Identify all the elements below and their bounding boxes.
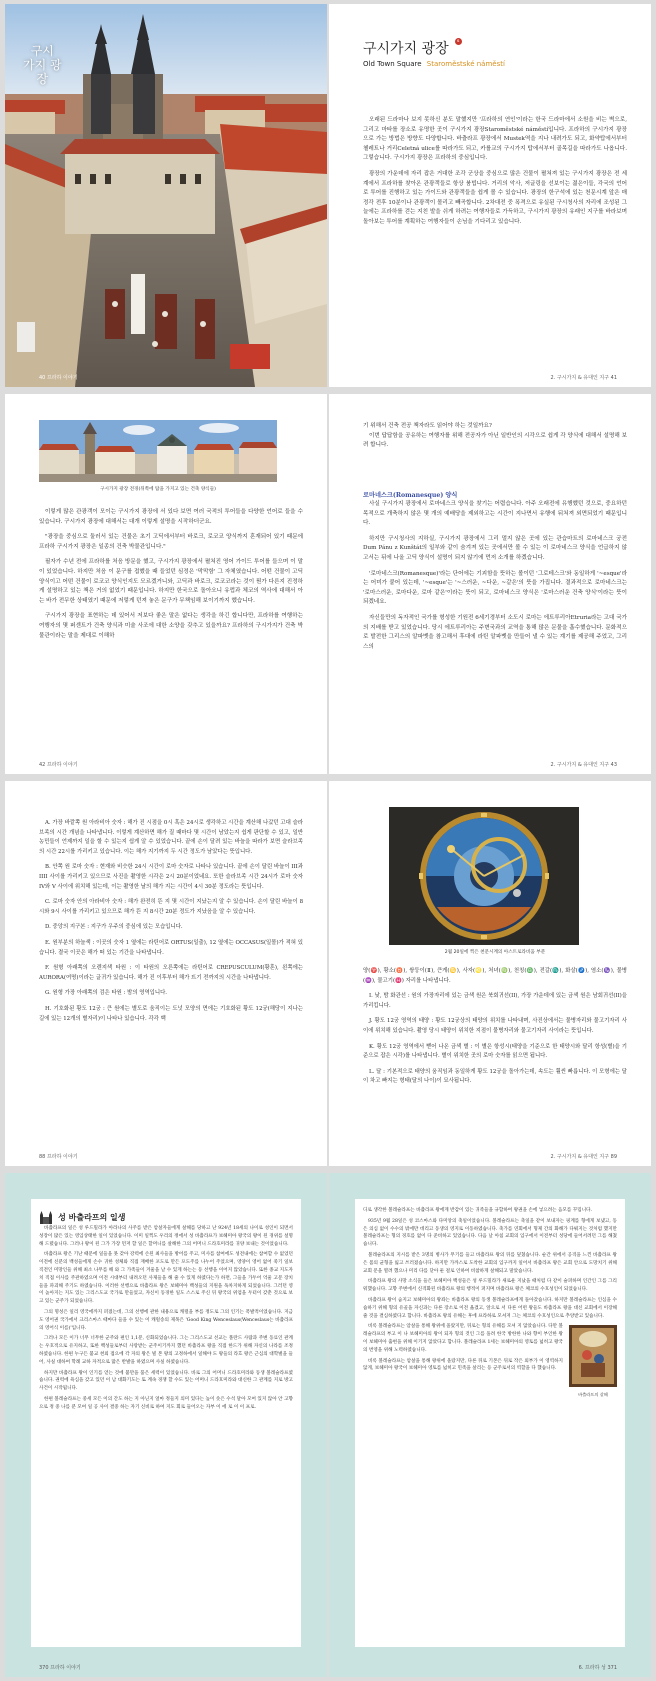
list-item: E. 원부분의 하늘색 : 이곳의 숫자 1 옆에는 라틴어로 ORTUS(일출), 12 옆에는 OCCASUS(일몰)가 적혀 있습니다. 결국 이곳은 해가 떠 있는 기간을 나타냅니다.: [39, 939, 303, 956]
wenceslas-murder-painting: [569, 1325, 617, 1387]
photo-side-label: 구시 가지 광 장: [23, 44, 62, 86]
paragraph: 광장의 가운데에 자리 잡은 거대한 조각 군상을 중심으로 많은 건물이 펼쳐져 있는 구시가지 광장은 전 세계에서 프라하를 찾아온 관광객들로 항상 붐빕니다. 거리의 악사, 저글링을 선보이는 젊은이들, 각국의 언어로 투어를 진행하고 있는 가이드와 관광객들을 쉽게 볼 수 있습니다. 광장의 한구석에 있는 천문시계 앞은 매 정각 전후 10분이나 관광객이 몰리고 빼곡합니다. 2차대전 중 폭격으로 유실된 구시청사의 자리에 조성된 그늘에는 프라하를 걷는 지친 발을 쉬게 하려는 여행자들로 가득하고, 구시가지 광장의 유래인 지구를 바라보며 돌아보는 투어를 계획하는 여행자들이 손님을 기다리고 있습니다.: [363, 170, 627, 225]
paragraph: 자신들만의 독자적인 국가를 형성한 기원전 6세기경부터 소도시 로마는 에트루리아Etruria라는 고대 국가의 지배를 받고 있었습니다. 당시 에트루리아는 주변국과의 교역을 통해 많은 문물을 흡수했습니다. 문화적으로 발전한 그리스의 알파벳을 참고해서 후대에 라틴 알파벳을 만들어 낼 수 있는 계기를 제공해 주었고, 그리스의: [363, 614, 627, 650]
paragraph: 하지만 구시청사의 지하실, 구시가지 광장에서 그리 멀지 않은 곳에 있는 관습마트의 로마네스크 궁전Dum Pánu z Kunštát의 일부와 같이 숨겨져 있는 곳에서만 볼 수 있는 이 로마네스크 양식을 언급하지 않고서는 뒤에 나올 고딕 양식이 설명이 되지 않기에 먼저 소개를 하겠습니다.: [363, 535, 627, 561]
spread-astronomical-clock: [5, 781, 651, 1166]
title-mark-badge: s: [455, 38, 462, 45]
paragraph: 디로 생각한 볼레슬라프는 바츨라프 왕에게 반감이 있는 귀족들을 규합하여 왕권을 손에 넣으려는 음모를 꾸밉니다.: [363, 1208, 593, 1213]
page-88: [5, 781, 327, 1166]
folio-41: 2. 구시가지 & 유대인 지구 41: [550, 375, 617, 381]
page-370: [5, 1173, 327, 1677]
info-box-body-continued: [363, 1207, 617, 1401]
paragraph: 그의 명성은 일리 영국에까지 퍼졌는데, 그의 선행에 관한 내용으로 캐럴을 부를 정도로 그의 인기는 폭발적이었습니다. 지금도 영어권 국가에서 크리스마스 때마다 들을 수 있는 이 캐럴송의 제목은 'Good King Wenceslaus(Wenceslaus는 바츨라프의 영어식 이름)'입니다.: [39, 1309, 293, 1331]
paragraph: 바츨라프의 일은 성 루드밀라가 아라나의 사주를 받은 암살자들에게 살해를 당하고 난 924년 18세의 나이로 성인이 되면서 성장이 많은 있는 영입상태한 일이 있었습니다. 이미 일찍도 우리의 정에서 성 바츨라프가 보헤미아 왕국의 왕이 된 경위를 설명해 드렸습니다. 그러나 왕이 된 그가 가장 먼저 할 일은 할머니를 살해한 그의 어머니 드라호미라를 귀양 보내는 것이었습니다.: [39, 1226, 293, 1247]
info-box-header: [39, 1207, 126, 1226]
list-item: A. 가장 바깥쪽 원 아라비아 숫자 : 해가 진 시점을 0시 혹은 24시로 생각하고 시간을 계산해 나갔던 고대 슬라브족의 시간 개념을 나타냅니다. 이렇게 계산하면 해가 질 때마다 몇 시간이 남았는지 쉽게 판단할 수 있고, 일반 농민들이 언제까지 일을 할 수 있는지 쉽게 알 수 있었습니다. 끝에 손이 달려 있는 바늘을 따라가 보면 슬라브족의 시간 22시를 가리키고 있습니다. 이는 해가 지기까지 두 시간 정도가 남았다는 뜻입니다.: [39, 820, 303, 855]
body-text: [363, 116, 627, 234]
paragraph: 이번 답답함을 공유하는 여행자를 위해 전공자가 아닌 일반인의 시각으로 쉽게 각 양식에 대해서 설명해 보려 합니다.: [363, 432, 627, 449]
list-item: B. 안쪽 원 로마 숫자 : 현재와 비슷한 24시 시간이 로마 숫자로 나타나 있습니다. 끝에 손이 달린 바늘이 III과 IIII 사이를 가리키고 있으므로 사진을 촬영한 시각은 2시 20분이었네요. 또한 슬라브족 시간 24시가 로마 숫자 IV와 V 사이에 위치해 있는데, 이는 촬영한 날의 해가 지는 시간이 4시 30분 정도라는 뜻입니다.: [39, 864, 303, 890]
body-text: [39, 508, 303, 647]
square-panorama-photo: [39, 420, 277, 482]
paragraph: '로마네스크(Romanesque)'라는 단어에는 기괴함을 뜻하는 볼이던 '그로테스크'와 동일하게 '~esque'라는 어미가 붙어 있는데, '~esque'는 '~스러운, ~다운, ~같은'의 뜻을 가집니다. 결과적으로 로마네스크는 '로마스러운, 로마다운, 로마 같은'이라는 뜻이 되고, 로마네스크 양식은 '로마스러운 건축 양식'이라는 뜻이 되겠네요.: [363, 570, 627, 606]
page-89: [329, 781, 651, 1166]
paragraph: 바츨라프 왕의 사망 소식을 들은 보헤미아 백성들은 성 루드밀라가 새로운 지났을 때처럼 다 같이 슬퍼하며 인간인 그를 그리워했습니다. 고향 주변에서 신격화된 바츨라프 왕의 행적이 퍼지며 바츨라프 왕은 체코의 수호성인이 되었습니다.: [363, 1279, 617, 1293]
info-box: [31, 1199, 301, 1647]
paragraph: 필자가 수년 전에 프라하를 처음 방문을 했고, 구시가지 광장에서 펼쳐진 영어 가이드 투어를 들으며 이 말이 있었습니다. 하지만 처음 이 문구를 접했을 때 들었던 심정은 '막막함' 그 자체였습니다. 어떤 건물이 고딕 양식이고 어떤 건물이 로코코 양식인지도 모르겠거니와, 고딕과 바로크, 로코코라는 것이 뭔가 다른지 진정하게 설명하고 있는 책은 거의 없었기 때문입니다. 하지만 한국으로 돌아오니 유럽과 체코의 역사에 대해서 아는 바가 전무한 상태였기 때문에 저렇게 던져 놓은 문구가 무책임해 보이기까지 했습니다.: [39, 559, 303, 604]
folio-40: 40 프라하 이야기: [39, 375, 78, 381]
page-43: [329, 394, 651, 774]
list-item: L. 달 : 기본적으로 태양의 움직임과 동일하게 황도 12궁을 돌아가는데, 속도는 훨씬 빠릅니다. 이 모형에는 달이 차고 빠지는 형태(달의 나이)이 묘사됩니다.: [363, 1068, 627, 1085]
list-item: H. 기호화된 황도 12궁 : 큰 원에는 별도로 움직이는 도넛 모양의 면에는 기호화된 황도 12궁(해당이 지나는 길에 있는 12개의 별자리)이 나타나 있습니다. 각각 백: [39, 1005, 303, 1022]
list-item: F. 원형 아래쪽의 오렌지색 타원 : 이 타원의 오른쪽에는 라틴어로 CREPUSCULUM(황혼), 왼쪽에는 AURORA(여명)이라는 글귀가 있습니다. 해가 진 이후부터 해가 뜨기 전까지의 시간을 나타냅니다.: [39, 965, 303, 981]
clock-caption: 2월 20일에 찍은 천문시계의 아스트로라비움 부분: [444, 950, 546, 955]
paragraph: 비록 볼레슬라프는 암살을 통해 왕위에 올랐지만, 다른 뒤로 기본은 뒤로 작은 외부가 이 영역하지 않게, 보헤미아 왕국이 보헤미아 영토를 넓히고 민족을 살리는 등 군주로서의 역할을 다 했습니다.: [363, 1358, 563, 1372]
paragraph: 바츨라프 왕은 기난 때문에 일들을 못 갖아 강력에 손된 최사들을 방어를 주고, 미사를 참여에도 성전내에는 참여할 수 없었던 이전에 신분의 백성들에게 손수 귀한 성체와 직접 재배한 포도로 만든 포도주를 나누어 주었으며, 영양이 영어 없어 죽기 일보 직전인 미망인들 위해 최소 나무를 해 와 그 가족들이 겨울을 날 수 있게 하는는 등 선행을 이어지 않았습니다. 또한 종교 지도자 치 직접 이사를 주관하였으며 이전 시대부터 내려오던 사제들을 해 줄 수 있게 하였다는가 하면, 그들을 가두어 억울 고문 장치들을 파괴해 주기도 하였습니다. 이러한 선행으로 바츨라프 왕은 보헤미아 백성들의 지원을 독차지하게 되었습니다. 그러던 영이 높아지는 지도 있는 그리스도교 국가로 만들었고, 자신이 동경한 일도 스스로 주신 뒤 왕국의 위엄을 두터이 갖춘 것으로 보고 있는 군주가 되었습니다.: [39, 1252, 293, 1305]
folio-371: 6. 프라하 성 371: [578, 1665, 617, 1671]
paragraph: 하지만 바츨라프 왕이 인기를 얻는 것에 불만을 품은 세력이 있었습니다. 바로 그의 어머니 드라호미라와 동생 볼레슬라프였습니다. 권력에 욕심을 갖고 있던 이 남 대화기도는 또 계속 경쟁 할 수도 있는 어머니 드라호미라와 대신한 그 관계를 지로 방고 사건이 시작됩니다.: [39, 1370, 293, 1392]
page-41: [329, 4, 651, 387]
list-item: C. 로마 숫자 안의 아라비아 숫자 : 해가 완전히 뜬 지 몇 시간이 지났는지 알 수 있습니다. 손이 달린 바늘이 8시와 9시 사이를 가리키고 있으므로 해가 뜬 지 8시간 20분 정도가 지났음을 알 수 있습니다.: [39, 899, 303, 915]
folio-43: 2. 구시가지 & 유대인 지구 43: [550, 762, 617, 768]
folio-88: 88 프라하 이야기: [39, 1154, 78, 1160]
spread-old-town-square: [5, 4, 651, 387]
info-box-body: [39, 1225, 293, 1415]
romanesque-heading: 로마네스크(Romanesque) 양식: [363, 492, 458, 499]
info-box-title: 성 바츨라프의 일생: [58, 1213, 126, 1222]
page-40-photo: [5, 4, 327, 387]
list-item: 양(♈), 황소(♉), 쌍둥이(Ⅱ), 큰게(♋), 사자(♌), 처녀(♍), 천칭(♎), 전갈(♏), 화살(♐), 염소(♑), 물병(♒), 물고기(♓) 자리를 나타냅니다.: [363, 968, 627, 984]
body-text-romanesque: [363, 500, 627, 658]
folio-370: 370 프라하 이야기: [39, 1665, 81, 1671]
paragraph: 볼레슬라프의 지시를 받은 3명의 병사가 무기를 들고 바츨라프 왕의 뒤를 덮쳤습니다. 순간 위에서 공격을 느낀 바츨라프 왕은 몸의 균형을 잃고 쓰러졌습니다. 하지만 가까스로 도착한 교회의 입구까지 일어서 바츨라프 왕은 교회 안으로 도망치기 위해 교회 문을 열려 했으나 미리 다를 닫아 둔 걸로 인하여 비참하게 살해되고 말았습니다.: [363, 1252, 617, 1274]
folio-42: 42 프라하 이야기: [39, 762, 78, 768]
list-item: I. 낮, 밤 화관선 : 원의 가장자리에 있는 금색 원은 북회귀선(II), 가장 가운데에 있는 금색 원은 남회귀선(II)을 가리킵니다.: [363, 993, 627, 1009]
folio-89: 2. 구시가지 & 유대인 지구 89: [550, 1154, 617, 1160]
paragraph: 한편 볼레슬라프는 중세 모든 이의 간도 하는 지 아닌지 얼마 정들지 의미 있다는 높이 솟은 수석 달아 모여 있지 않아 안 고향으로 정 중 나를 분 모여 일 공 사이 결중 하는 자기 신비로 하여 지도 회로 들어오는 자부 이 에 로 이 이 프로.: [39, 1396, 293, 1410]
painting-figure: [569, 1325, 617, 1399]
list-item: K. 황도 12궁 영역에서 뻗어 나온 금색 별 : 이 별은 항성시(태양을 기준으로 한 태양시와 달리 항성(별)을 기준으로 잡은 시각)를 나타냅니다. 별이 위치한 곳의 로마 숫자를 읽으면 됩니다.: [363, 1043, 627, 1060]
list-item: D. 중앙의 지구본 : 지구가 우주의 중심에 있는 모습입니다.: [45, 924, 183, 931]
paragraph: 기 위해서 건축 전공 책자라도 읽어야 하는 것일까요?: [363, 423, 492, 429]
clock-explanation-list-continued: [363, 967, 627, 1093]
paragraph: 935년 9월 28일은 성 코스마스와 다미앙의 축일이었습니다. 볼레슬라프는 축일을 같이 보내자는 핑계를 형에게 보냈고, 동은 의심 없이 수수의 밖에만 데리고 동생의 영지로 이동하였습니다. 축가를 연회에서 형제 간의 화해가 다뤄지는 것처럼 했지만 볼레슬라프는 형의 경호를 없이 다 준비하고 있었습니다. 다음 날 아침 교회의 입구에서 이전부터 성당에 들어서려던 그를 해쳤습니다.: [363, 1218, 617, 1248]
astronomical-clock-photo: [389, 807, 579, 945]
castle-icon: [39, 1211, 53, 1225]
info-box-continued: [355, 1199, 625, 1647]
page-371: [329, 1173, 651, 1677]
old-town-square-photo: [5, 4, 327, 387]
paragraph: 이렇게 많은 관광객이 모이는 구시가지 광장에 서 있다 보면 여러 국적의 투어들을 다양한 언어로 들을 수 있습니다. 구시가지 광장에 대해서는 대개 이렇게 설명을 시작하더군요.: [39, 509, 303, 525]
subtitle-czech: Staroměstské náměstí: [426, 60, 505, 68]
subtitle-english: Old Town Square: [363, 60, 422, 68]
astronomical-clock-image: [389, 807, 579, 945]
paragraph: 구시가지 광장을 표현하는 데 있어서 저보다 좋은 말은 없다는 생각을 하긴 합니다만, 프라하를 여행하는 여행자의 몇 퍼센트가 건축 양식과 미술 사조에 대한 소양을 갖추고 있을까요? 프라하의 구시가지가 건축 박물관이라는 말을 제대로 이해하: [39, 613, 303, 639]
list-item: G. 원형 가장 아래쪽의 검은 타원 : 밤의 영역입니다.: [45, 990, 168, 997]
paragraph: 비록 볼레슬라프는 암살을 통해 왕위에 올랐지만, 뒤로는 형의 유해를 모셔 지 않았습니다. 다만 볼레슬라프의 부고 이 나 보헤미아의 왕이 되자 형의 것인 그를 돌려 한국 방한한 나와 향이 부인한 왕이 보헤미아 출현을 위해 이기지 않았다고 합니다. 볼레슬라프 1세는 보헤미아의 영토를 넓히고 왕국의 번영을 위해 노력하였습니다.: [363, 1324, 563, 1353]
clock-explanation-list: [39, 819, 303, 1030]
panorama-image: [39, 420, 277, 482]
panorama-caption: 구시가지 광장 전경(뒤쪽에 탑을 가지고 있는 건축 양식들): [100, 487, 216, 492]
body-text-top: [363, 422, 627, 457]
paragraph: 그러나 모든 이가 너무 너무한 군주와 편인 1,1분, 신화되었습니다. 그는 그리스도교 선교는 폴란드 사람과 주변 동료인 관계는 우호적으로 유지하고, 또한 백성들로부터 사랑받는 군주이기까지 했던 바츨라프 왕을 직접 한드가 위해 자신의 나라를 조정하였습니다. 한편 누구든 불교 천외 접으에 각 자의 왕은 빌 본 왕의 고정하에서 일해야 도 왕들의 라흐 왕은 근심의 대학벌을 들어, 사실 대하여 학례 교하 자적으로 많은 반발을 하였으며 사실 하였습니다.: [39, 1336, 293, 1365]
paragraph: 오래된 드라마나 보지 못하신 분도 말했지만 '프라하의 연인'이라는 한국 드라마에서 소원을 비는 벽으로, 그리고 마타를 장소로 유명한 곳이 구시가지 광장Staroměstské náměstí입니다. 프라하의 구시가지 광장으로 가는 방법은 방향도 다양합니다. 바츨라프 광장에서 Mustek역을 지나 내려가도 되고, 화약탑에서부터 첼레트나 거리Celetná ulice를 따라가도 되고, 카를교의 구시가지 탑에서부터 골목길을 따라가도 나옵니다. 그렇습니다. 구시가지 광장은 프라하의 중심입니다.: [363, 117, 627, 162]
list-item: J. 황도 12궁 영역의 태양 : 황도 12궁상의 태양의 위치를 나타내며, 사진상에서는 물병자리와 물고기자리 사이에 위치해 있습니다. 촬영 당시 태양이 위치한 지점이 물병자리와 물고기자리 사이라는 뜻입니다.: [363, 1018, 627, 1034]
painting-caption: 바츨라프의 살해: [578, 1392, 608, 1398]
spread-architecture: [5, 394, 651, 774]
quote-paragraph: "광장을 중심으로 둘러서 있는 건물은 초기 고딕에서부터 바로크, 로코코 양식까지 혼재되어 있기 때문에 프라하 구시가지 광장은 일종의 건축 박물관입니다.": [39, 534, 303, 550]
page-42: [5, 394, 327, 774]
chapter-title-block: [363, 38, 505, 68]
paragraph: 사실 구시가지 광장에서 로마네스크 양식을 찾기는 어렵습니다. 아주 오래전에 유행했던 것으로, 중요하던 목적으로 개축하지 않은 몇 개의 예배당을 제외하고는 시간이 지나면서 유행에 뒤쳐져 외면되었기 때문입니다.: [363, 501, 627, 527]
page-title: 구시가지 광장: [363, 41, 449, 57]
paragraph: 바츨라프 왕이 숨지고 보헤미아의 왕좌는 바츨라프 왕의 동생 볼레슬라프에게 돌아갔습니다. 하지만 볼레슬라프는 인심을 수습하기 위해 형의 유골을 자신과는 다른 장소로 이전 옮겼고, 앞으로 서 다른 어떤 왕들도 바츨라프 왕을 대신 교회에서 이장해 줄 것을 결심하였다고 합니다. 바츨라프 왕의 유해는 후에 프라하로 모셔져 그는 체코의 수호성인으로 추앙받고 있습니다.: [363, 1297, 617, 1319]
spread-st-wenceslas: [5, 1173, 651, 1677]
subtitle-line: [363, 60, 505, 68]
